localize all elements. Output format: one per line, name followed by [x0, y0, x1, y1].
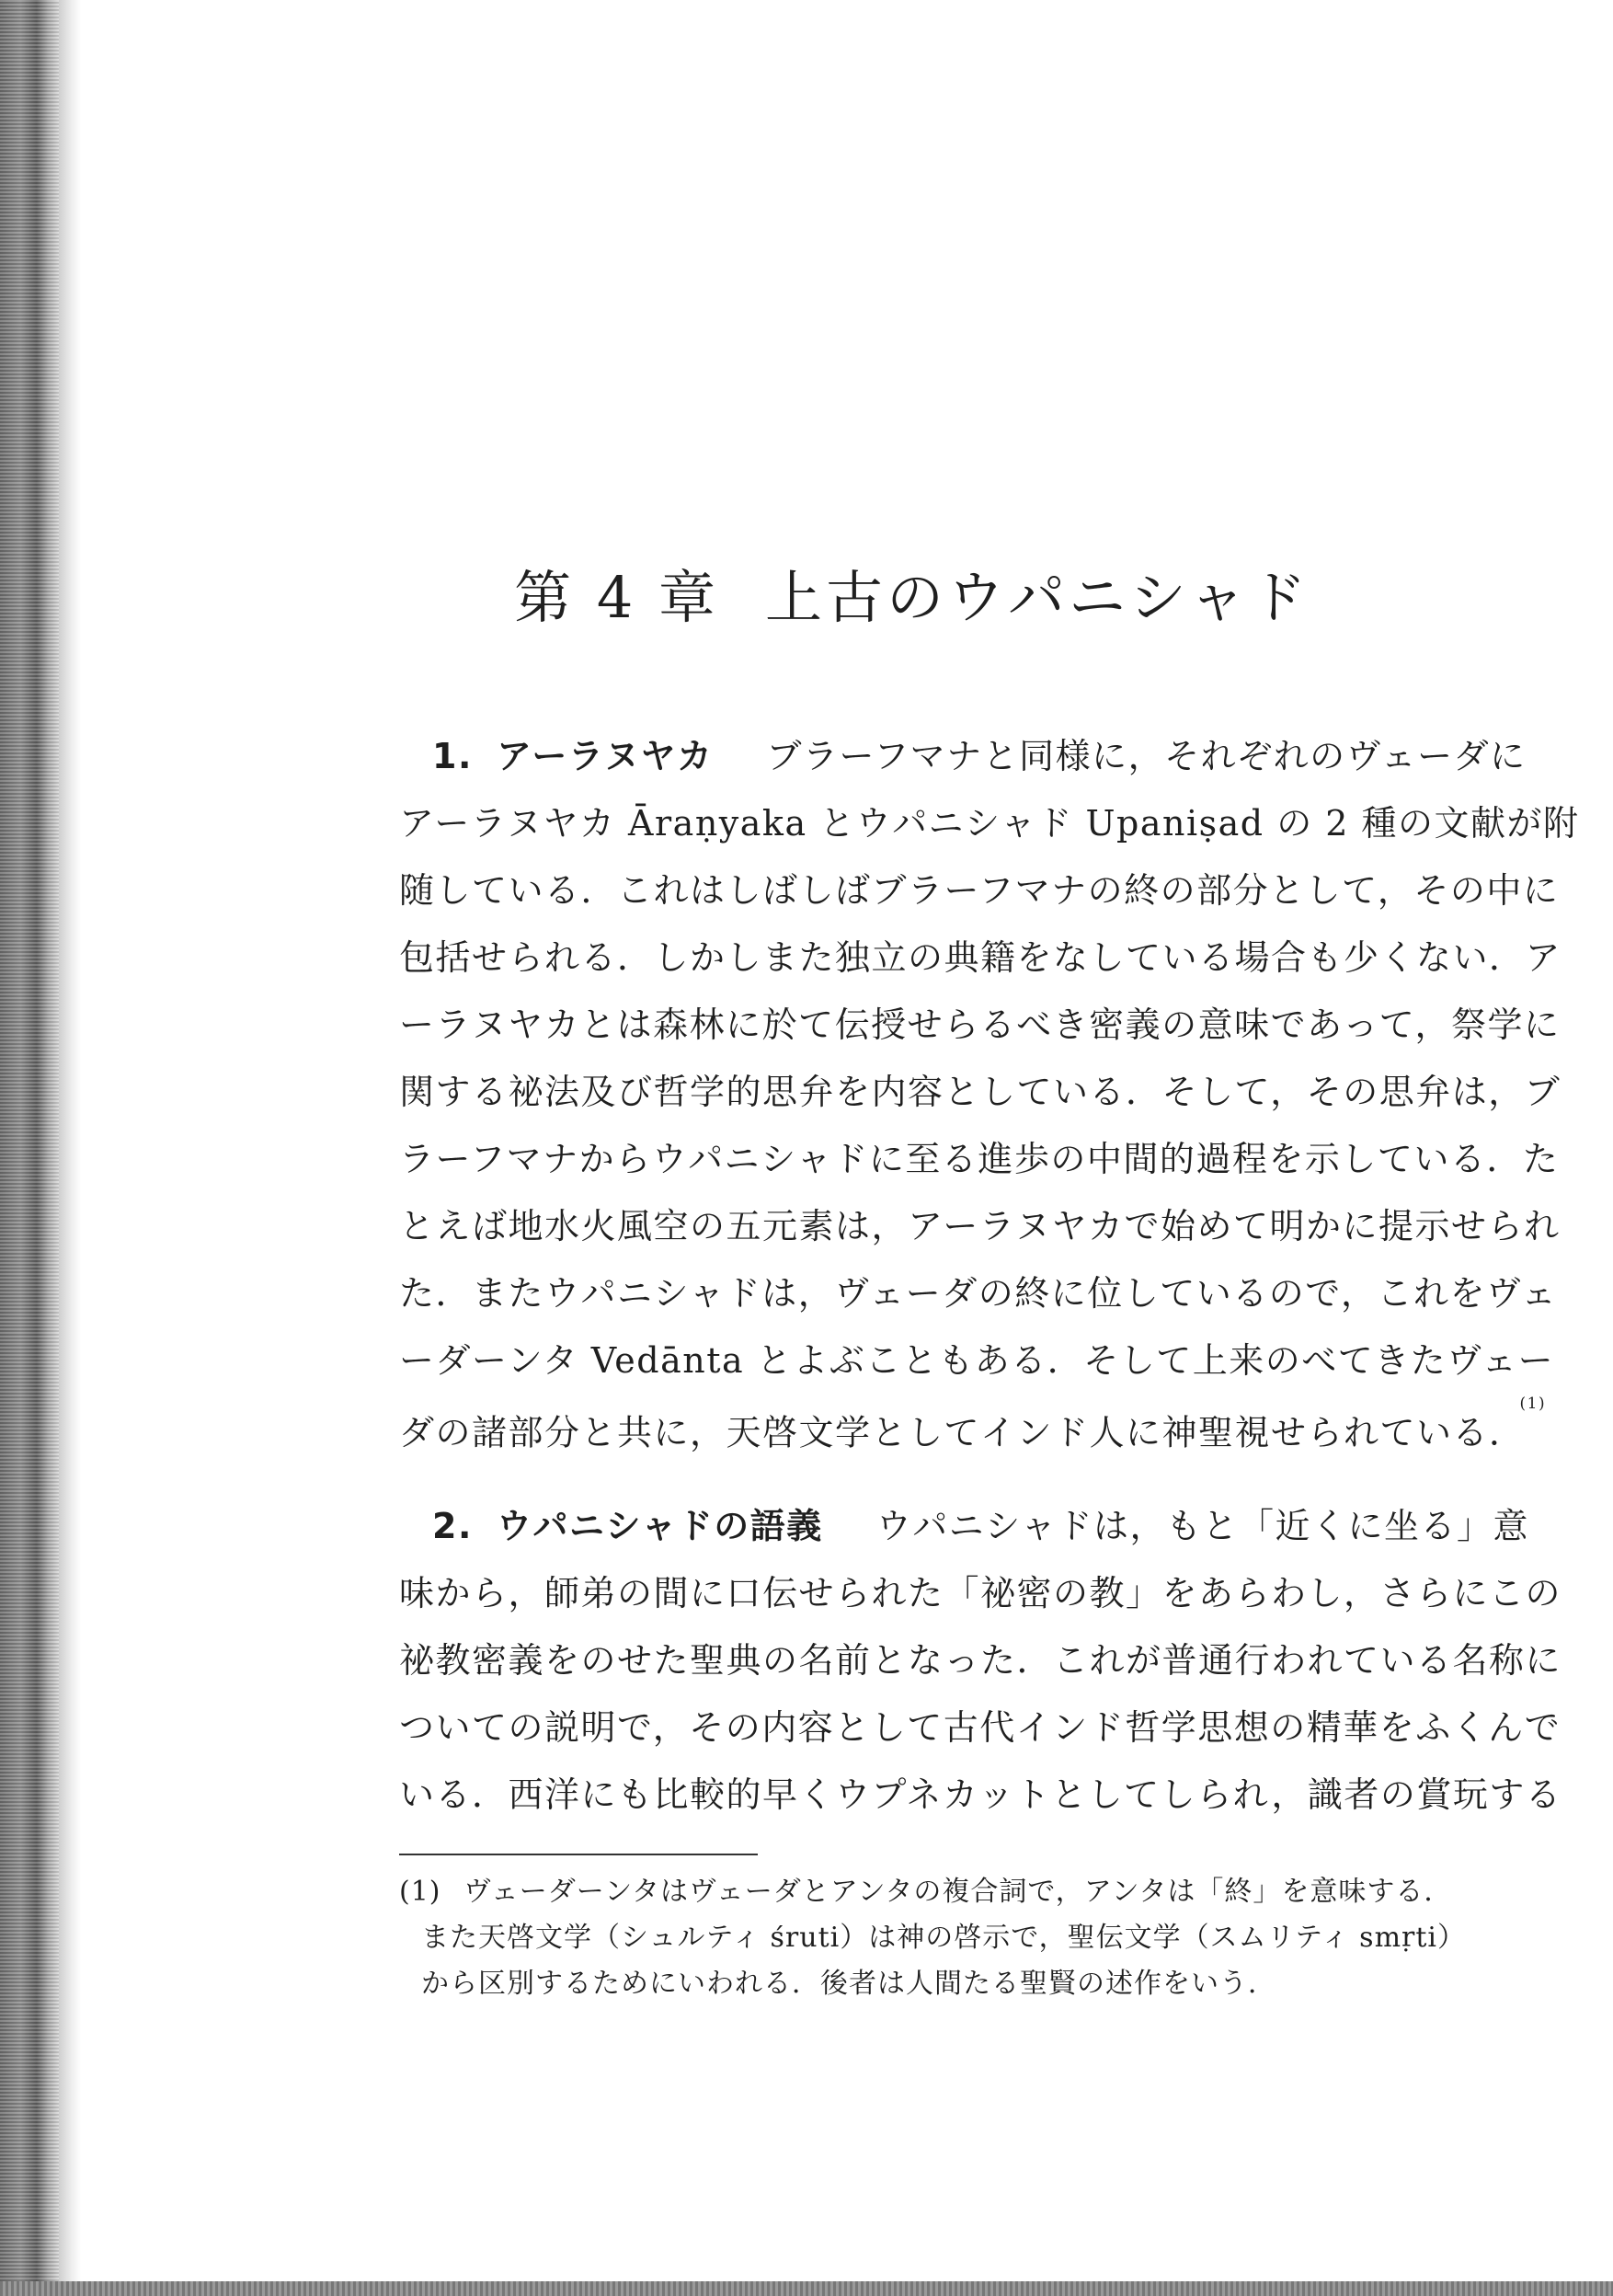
- footnotes: [399, 1869, 1482, 2007]
- section-1-line: とえば地水火風空の五元素は，アーラヌヤカで始めて明かに提示せられ: [399, 1206, 1561, 1246]
- chapter-number: 第 4 章: [514, 564, 720, 631]
- section-1-line: 関する祕法及び哲学的思弁を内容としている．そして，その思弁は，ブ: [399, 1072, 1562, 1112]
- chapter-title-text: 上古のウパニシャド: [765, 564, 1310, 631]
- section-2-line: いる．西洋にも比較的早くウプネカットとしてしられ，識者の賞玩する: [399, 1774, 1562, 1815]
- footnote-text: ヴェーダーンタはヴェーダとアンタの複合詞で，アンタは「終」を意味する．: [463, 1876, 1453, 1908]
- section-1-line: [399, 723, 1527, 790]
- footnote-reference: (1): [1519, 1395, 1547, 1413]
- section-2-line-text: ウパニシャドは，もと「近くに坐る」意: [875, 1506, 1529, 1546]
- page-bottom-edge: [0, 2281, 1613, 2296]
- section-2-line: 味から，師弟の間に口伝せられた「祕密の教」をあらわし，さらにこの: [399, 1573, 1562, 1613]
- section-1-line: ラーフマナからウパニシャドに至る進歩の中間的過程を示している．た: [399, 1139, 1560, 1179]
- section-2-line: 祕教密義をのせた聖典の名前となった．これが普通行われている名称に: [399, 1640, 1562, 1681]
- footnote-line: また天啓文学（シュルティ śruti）は神の啓示で，聖伝文学（スムリティ smṛti）: [421, 1922, 1467, 1954]
- section-2-line: [399, 1493, 1529, 1560]
- section-2: [399, 1493, 1562, 1829]
- section-2-line: ついての説明で，その内容として古代インド哲学思想の精華をふくんで: [399, 1707, 1562, 1748]
- section-2-number: 2.: [432, 1506, 473, 1546]
- section-1-line: ーラヌヤカとは森林に於て伝授せらるべき密義の意味であって，祭学に: [399, 1004, 1561, 1045]
- footnote-mark: (1): [399, 1876, 441, 1908]
- section-1-line-text: ダの諸部分と共に，天啓文学としてインド人に神聖視せられている．: [399, 1412, 1526, 1453]
- footnote-line: から区別するためにいわれる．後者は人間たる聖賢の述作をいう．: [421, 1968, 1276, 2000]
- section-1-line: た．またウパニシャドは，ヴェーダの終に位しているので，これをヴェ: [399, 1273, 1558, 1314]
- section-1-line: ーダーンタ Vedānta とよぶこともある．そして上来のべてきたヴェー: [399, 1340, 1555, 1381]
- section-2-heading: ウパニシャドの語義: [497, 1506, 823, 1546]
- section-1-last-line: [399, 1395, 1547, 1462]
- footnote-line: [399, 1869, 1482, 1915]
- footnote-divider: [399, 1854, 758, 1855]
- section-1-line: 包括せられる．しかしまた独立の典籍をなしている場合も少くない．ア: [399, 937, 1562, 978]
- section-1-line: アーラヌヤカ Āraṇyaka とウパニシャド Upaniṣad の 2 種の文献が附: [399, 803, 1580, 844]
- section-1-line-text: ブラーフマナと同様に，それぞれのヴェーダに: [766, 736, 1527, 776]
- section-1-heading: アーラヌヤカ: [497, 736, 714, 776]
- section-1: [399, 723, 1580, 1462]
- chapter-title: [0, 552, 1613, 634]
- section-1-line: 随している．これはしばしばブラーフマナの終の部分として，その中に: [399, 870, 1560, 911]
- section-1-number: 1.: [432, 736, 473, 776]
